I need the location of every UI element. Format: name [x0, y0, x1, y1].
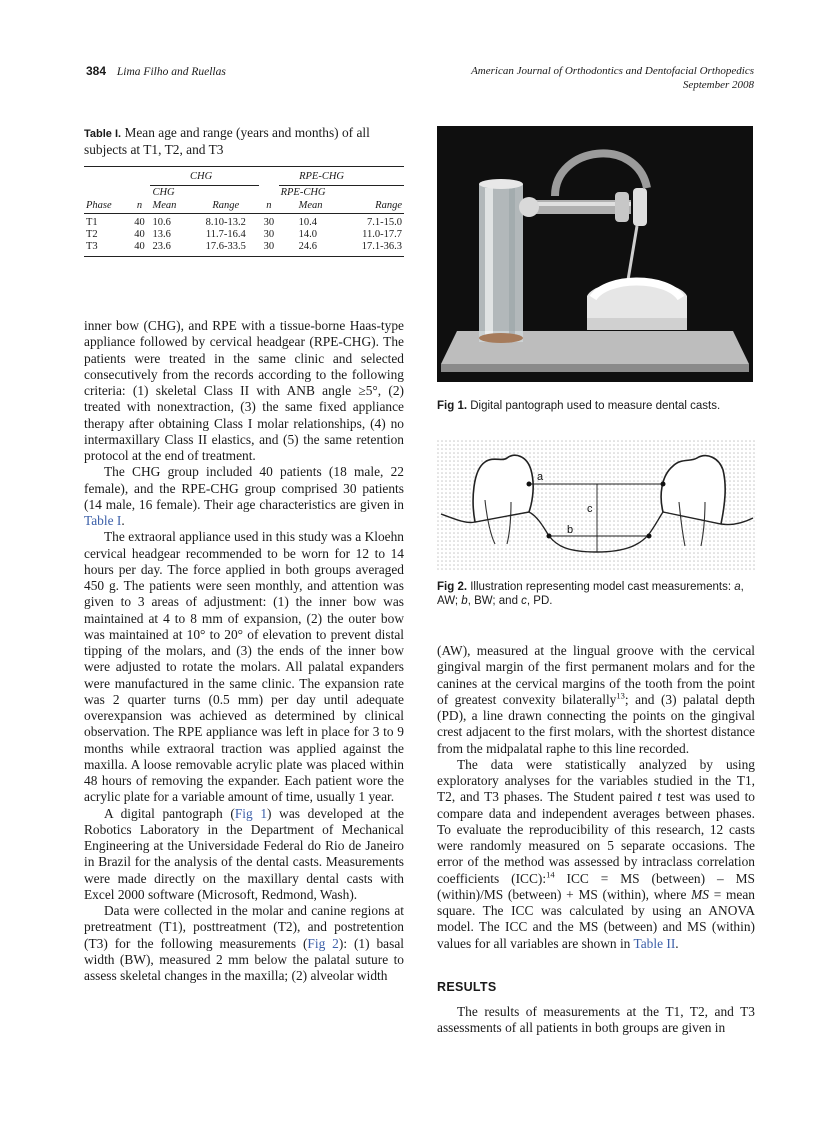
point-a-label: a: [537, 471, 544, 483]
table1-caption: [84, 125, 404, 158]
paragraph: Data were collected in the molar and canine regions at pretreatment (T1), posttreatment (T2), and postretention (T3) for the following measurements (Fig 2): (1) basal width (BW), measured 2 mm below the palatal suture to assess skeletal changes in the maxilla; (2) alveolar width: [84, 903, 404, 983]
figure2-caption: Fig 2. Illustration representing model cast measurements: a, AW; b, BW; and c, PD.: [437, 581, 744, 607]
running-header-left: [86, 64, 226, 78]
cast-measurement-diagram: [437, 440, 755, 570]
table-row: T2 40 13.6 11.7-16.4 30 14.0 11.0-17.7: [86, 229, 402, 240]
issue-date: September 2008: [682, 79, 754, 91]
table1-link[interactable]: Table I: [84, 513, 122, 528]
figure1-caption-text: Digital pantograph used to measure dental casts.: [470, 400, 721, 412]
col-n2: n: [266, 200, 272, 212]
point-b-label: b: [567, 524, 574, 536]
paragraph: The extraoral appliance used in this study was a Kloehn cervical headgear recommended to be worn for 12 to 14 hours per day. The force applied in both groups averaged 450 g. The patients were seen monthly, and attention was given to 3 areas of adjustment: (1) the inner bow was maintained at 4 to 8 mm of expansion, (2) the outer bow was maintained at 10° to 20° of elevation to prevent distal tipping of the molars, and (3) the ends of the inner bow were adjusted to rotate the molars. All palatal expanders were manufactured in the same clinic. The expansion rate was 2 quarter turns (0.5 mm) per day until adequate overexpansion was achieved as determined by clinical observation. The RPE appliance was left in place for 3 to 9 months while extraoral traction was applied against the maxilla. A loose removable acrylic plate was placed within 48 hours of removing the expander. Each patient wore the acrylic plate for a variable amount of time, usually 1 year.: [84, 529, 404, 805]
right-column-text-results: [437, 1004, 755, 1037]
left-column-text: [84, 318, 404, 984]
table1-group-chg: CHG: [190, 170, 213, 182]
paragraph: The results of measurements at the T1, T2, and T3 assessments of all patients in both groups are given in: [437, 1004, 755, 1036]
paragraph: inner bow (CHG), and RPE with a tissue-borne Haas-type appliance followed by cervical headgear (RPE-CHG). The patients were treated in the same clinic and selected consecutively from the records according to the following criteria: (1) skeletal Class II with ANB angle ≥5°, (2) treated with nonextraction, (3) the same fixed appliance therapy after obtaining Class I molar relationships, (4) no intermaxillary Class II elastics, and (5) the same retention protocol at the end of treatment.: [84, 318, 404, 463]
table1-caption-text: Mean age and range (years and months) of all subjects at T1, T2, and T3: [84, 125, 370, 157]
figure1-photo: [437, 126, 753, 382]
figure1-label: Fig 1.: [437, 400, 468, 412]
table-row: T1 40 10.6 8.10-13.2 30 10.4 7.1-15.0: [86, 217, 402, 228]
journal-name: American Journal of Orthodontics and Dentofacial Orthopedics: [471, 65, 754, 77]
paragraph: (AW), measured at the lingual groove with the cervical gingival margin of the first permanent molars and for the canines at the cervical margins of the tooth from the point of greatest convexity bilaterally$^{13}$; and (3) palatal depth (PD), a line drawn connecting the points on the gingival crest adjacent to the first molars, with the shortest distance from the midpalatal raphe to this line recorded.: [437, 643, 756, 756]
col-phase: Phase: [86, 200, 112, 212]
table1-sub-chg: CHG: [150, 186, 192, 199]
figure2-label: Fig 2.: [437, 581, 468, 593]
col-n1: n: [136, 200, 143, 212]
col-range2: Range: [375, 200, 402, 212]
paragraph: The data were statistically analyzed by using exploratory analyses for the variables studied in the T1, T2, and T3 phases. The Student paired t test was used to compare data and independent averages between phases. To evaluate the reproducibility of this research, 12 casts were randomly measured on 5 separate occasions. The error of the method was assessed by intraclass correlation coefficients (ICC):$^{14}$ ICC = MS (between) – MS (within)/MS (between) + MS (within), where MS = mean square. The ICC was calculated by using an ANOVA model. The ICC and the MS (between) and MS (within) values for all variables are shown in Table II.: [437, 756, 755, 951]
table2-link[interactable]: Table II: [633, 935, 676, 951]
pantograph-illustration: [437, 126, 753, 382]
col-mean1: Mean: [152, 200, 177, 212]
running-header-right: [471, 64, 754, 92]
paragraph: The CHG group included 40 patients (18 male, 22 female), and the RPE-CHG group comprised 30 patients (14 male, 16 female). Their age characteristics are given in Table I.: [84, 464, 404, 528]
page-number: 384: [86, 64, 107, 78]
table1: [84, 166, 404, 257]
table-row: T3 40 23.6 17.6-33.5 30 24.6 17.1-36.3: [84, 241, 404, 256]
figure2-diagram: [437, 440, 755, 570]
table1-sub-rpe: RPE-CHG: [279, 186, 345, 199]
col-range1: Range: [212, 200, 240, 212]
point-c-label: c: [587, 503, 593, 515]
figure1-caption: [437, 399, 757, 413]
fig1-link[interactable]: Fig 1: [234, 805, 268, 821]
table1-label: Table I.: [84, 128, 122, 140]
col-mean2: Mean: [298, 200, 323, 212]
right-column-text: [437, 643, 755, 952]
running-authors: Lima Filho and Ruellas: [116, 66, 226, 78]
table1-group-rpe: RPE-CHG: [299, 170, 345, 182]
paragraph: A digital pantograph (Fig 1) was developed at the Robotics Laboratory in the Department of Mechanical Engineering at the Universidade Federal do Rio de Janeiro in Brazil for the analysis of the dental casts. Measurements were made directly on the maxillary dental casts with Excel 2000 software (Microsoft, Redmond, Wash).: [84, 805, 405, 902]
fig2-link[interactable]: Fig 2: [307, 935, 339, 951]
section-heading-results: RESULTS: [437, 980, 497, 994]
